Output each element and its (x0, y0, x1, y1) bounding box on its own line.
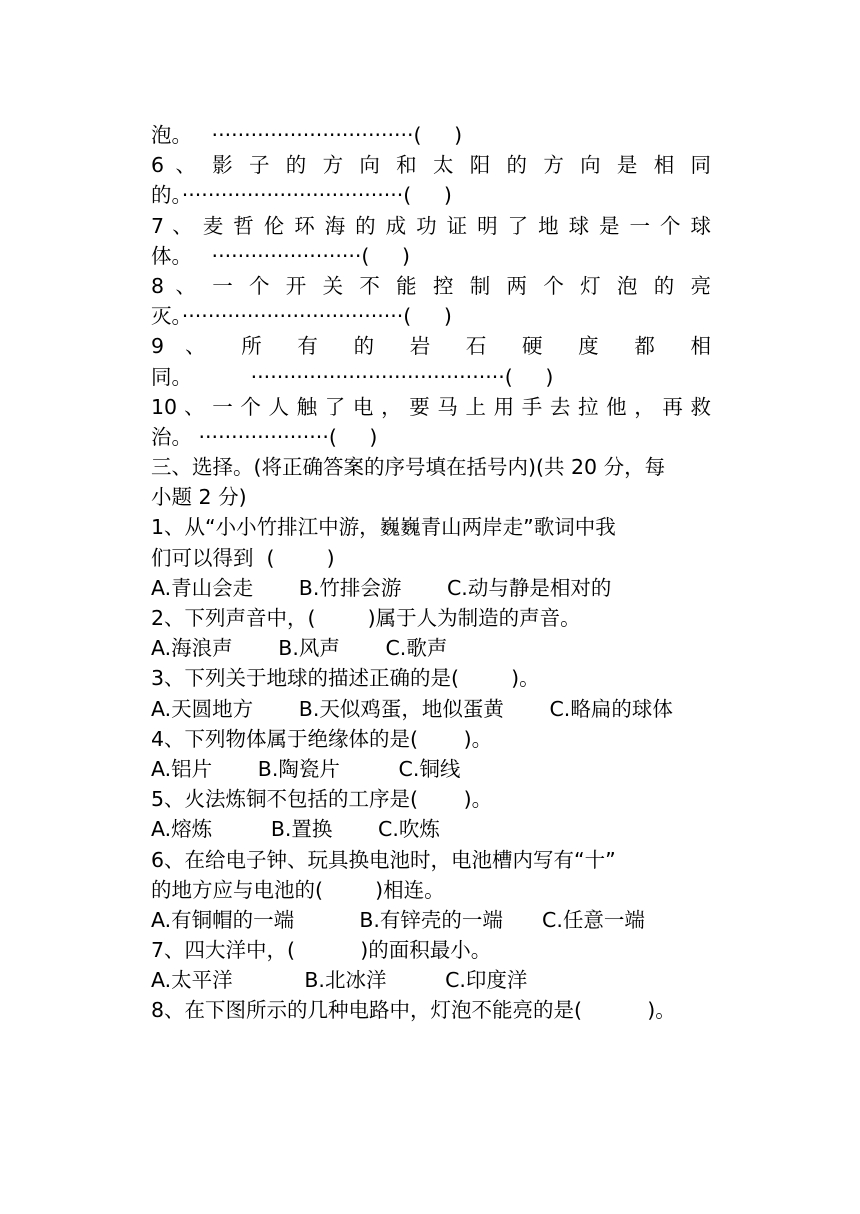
question-2: 2、下列声音中，( )属于人为制造的声音。 (151, 606, 581, 630)
question-6-line2: 的地方应与电池的( )相连。 (151, 877, 445, 902)
judgement-item-10-line1: 10 、 一 个 人 触 了 电 ， 要 马 上 用 手 去 拉 他 ， 再 救 (151, 394, 711, 419)
section-3-heading-line1: 三、选择。(将正确答案的序号填在括号内)(共 20 分，每 (151, 455, 666, 480)
question-1: 1、从“小小竹排江中游，巍巍青山两岸走”歌词中我 (151, 515, 616, 540)
judgement-item-8-line2: 灭。··································( ) (151, 304, 452, 329)
judgement-item-7-line1: 7 、 麦 哲 伦 环 海 的 成 功 证 明 了 地 球 是 一 个 球 (151, 213, 711, 238)
question-4: 4、下列物体属于绝缘体的是( )。 (151, 726, 493, 751)
section-3-heading-line2: 小题 2 分) (151, 485, 247, 510)
judgement-item-5-tail: 泡。 ·······························( ) (151, 123, 463, 147)
question-7: 7、四大洋中，( )的面积最小。 (151, 938, 492, 963)
page-content (151, 120, 711, 1026)
judgement-item-10-line2: 治。 ····················( ) (151, 424, 378, 449)
question-2-options: A.海浪声 B.风声 C.歌声 (151, 636, 448, 661)
judgement-item-8-line1: 8 、 一 个 开 关 不 能 控 制 两 个 灯 泡 的 亮 (151, 273, 711, 298)
question-1-line2: 们可以得到 ( ) (151, 545, 335, 570)
judgement-item-6-line2: 的。··································( ) (151, 183, 452, 208)
question-4-options: A.铝片 B.陶瓷片 C.铜线 (151, 756, 461, 781)
question-5-options: A.熔炼 B.置换 C.吹炼 (151, 817, 440, 842)
question-6: 6、在给电子钟、玩具换电池时，电池槽内写有“十” (151, 847, 616, 872)
question-5: 5、火法炼铜不包括的工序是( )。 (151, 787, 493, 812)
question-1-options: A.青山会走 B.竹排会游 C.动与静是相对的 (151, 575, 612, 600)
judgement-item-6-line1: 6 、 影 子 的 方 向 和 太 阳 的 方 向 是 相 同 (151, 153, 711, 178)
judgement-item-9-line2: 同。 ·······································( ) (151, 364, 554, 389)
question-6-options: A.有铜帽的一端 B.有锌壳的一端 C.任意一端 (151, 907, 645, 932)
question-7-options: A.太平洋 B.北冰洋 C.印度洋 (151, 968, 528, 993)
judgement-item-7-line2: 体。 ·······················( ) (151, 243, 411, 268)
judgement-item-9-line1: 9 、 所 有 的 岩 石 硬 度 都 相 (151, 334, 711, 359)
question-3: 3、下列关于地球的描述正确的是( )。 (151, 666, 540, 691)
question-8: 8、在下图所示的几种电路中，灯泡不能亮的是( )。 (151, 998, 676, 1023)
question-3-options: A.天圆地方 B.天似鸡蛋，地似蛋黄 C.略扁的球体 (151, 696, 673, 721)
